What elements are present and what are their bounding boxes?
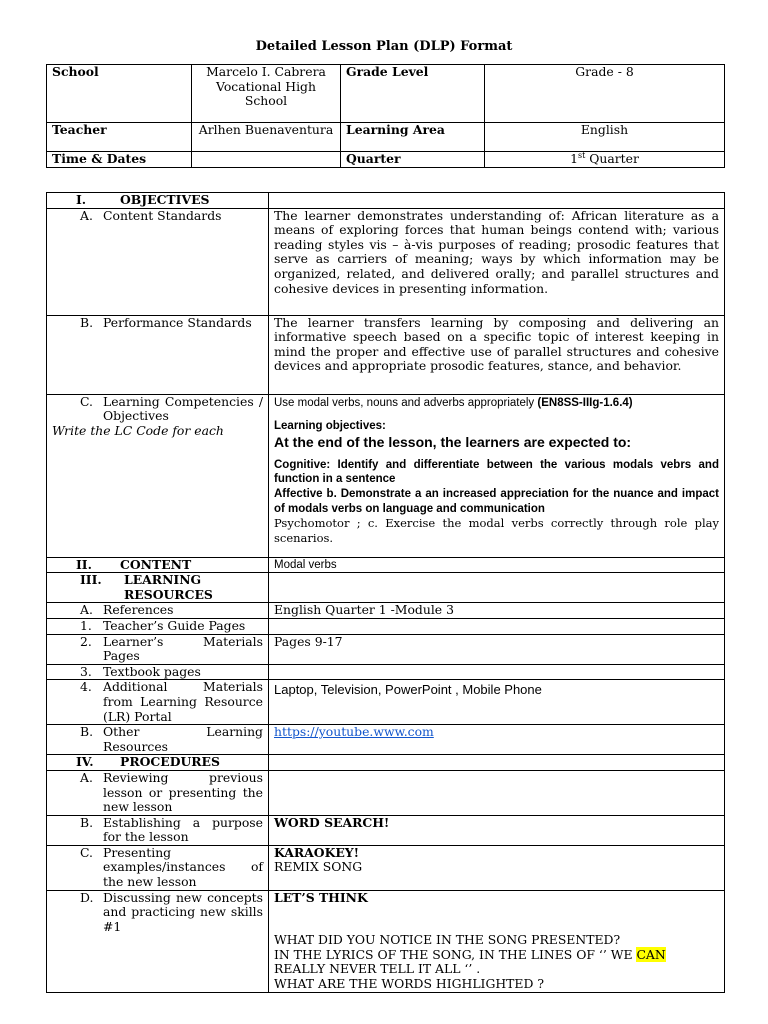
quarter-word: Quarter bbox=[585, 151, 639, 166]
lc-code-note: Write the LC Code for each bbox=[52, 422, 224, 438]
header-table bbox=[46, 64, 725, 168]
learning-objectives-label: Learning objectives: bbox=[274, 420, 386, 433]
performance-standards-label: B. Performance Standards bbox=[47, 315, 269, 394]
learners-materials-value: Pages 9-17 bbox=[269, 634, 725, 664]
teachers-guide-label: 1. Teacher’s Guide Pages bbox=[47, 618, 269, 634]
textbook-pages-row bbox=[47, 664, 725, 680]
quarter-value bbox=[485, 152, 725, 168]
content-standards-text: The learner demonstrates understanding of: African literature as a means of exploring forces that human beings contend with; various reading styles vis – à-vis purposes of reading; prosodic features that serve as carriers of meaning; ways by which information may be organized, related, and delivered orally; and parallel structures and cohesive devices in presenting information. bbox=[269, 208, 725, 315]
textbook-pages-value bbox=[269, 664, 725, 680]
grade-level-value: Grade - 8 bbox=[485, 65, 725, 123]
learning-competencies-label: C. Learning Competencies / Objectives Write the LC Code for each bbox=[47, 394, 269, 557]
reviewing-row bbox=[47, 770, 725, 815]
performance-standards-row bbox=[47, 315, 725, 394]
question-1: WHAT DID YOU NOTICE IN THE SONG PRESENTED? bbox=[274, 932, 621, 948]
references-row bbox=[47, 603, 725, 619]
objectives-intro: At the end of the lesson, the learners are expected to: bbox=[274, 433, 632, 450]
presenting-row bbox=[47, 845, 725, 890]
learning-area-value: English bbox=[485, 123, 725, 152]
time-dates-value bbox=[192, 152, 341, 168]
textbook-pages-label: 3. Textbook pages bbox=[47, 664, 269, 680]
karaokey-heading: KARAOKEY! bbox=[274, 844, 360, 860]
procedures-row bbox=[47, 755, 725, 771]
performance-standards-text: The learner transfers learning by composing and delivering an informative speech based on a specific topic of interest keeping in mind the proper and effective use of parallel structures and cohesive devices and appropriate prosodic features, stance, and behavior. bbox=[269, 315, 725, 394]
document-title: Detailed Lesson Plan (DLP) Format bbox=[255, 39, 513, 54]
school-value: Marcelo I. Cabrera Vocational High School bbox=[192, 65, 341, 123]
grade-level-label: Grade Level bbox=[341, 65, 485, 123]
learners-materials-row bbox=[47, 634, 725, 664]
lets-think-heading: LET’S THINK bbox=[274, 889, 368, 905]
teacher-value: Arlhen Buenaventura bbox=[192, 123, 341, 152]
learning-resources-heading: III. LEARNING RESOURCES bbox=[47, 573, 269, 603]
lc-statement: Use modal verbs, nouns and adverbs appropriately bbox=[274, 396, 535, 409]
cognitive-objective: Cognitive: Identify and differentiate between the various modals vebrs and function in a sentence bbox=[274, 458, 719, 486]
time-row bbox=[47, 152, 725, 168]
highlighted-word: CAN bbox=[636, 946, 666, 962]
objectives-value bbox=[269, 193, 725, 209]
learning-resources-value bbox=[269, 573, 725, 603]
learners-materials-label: 2. Learner’s Materials Pages bbox=[47, 634, 269, 664]
learning-competencies-row bbox=[47, 394, 725, 557]
learning-area-label: Learning Area bbox=[341, 123, 485, 152]
reviewing-label: A. Reviewing previous lesson or presenting the new lesson bbox=[47, 770, 269, 815]
additional-materials-value: Laptop, Television, PowerPoint , Mobile Phone bbox=[269, 680, 725, 725]
discussing-label: D. Discussing new concepts and practicing new skills #1 bbox=[47, 890, 269, 992]
purpose-label: B. Establishing a purpose for the lesson bbox=[47, 815, 269, 845]
quarter-number: 1 bbox=[570, 151, 578, 166]
lc-code: (EN8SS-IIIg-1.6.4) bbox=[537, 396, 633, 409]
youtube-link[interactable]: https://youtube.www.com bbox=[274, 724, 434, 740]
content-standards-row bbox=[47, 208, 725, 315]
psychomotor-objective: Psychomotor ; c. Exercise the modal verbs correctly through role play scenarios. bbox=[274, 516, 719, 545]
content-row bbox=[47, 557, 725, 573]
lesson-plan-table bbox=[46, 192, 725, 993]
teachers-guide-value bbox=[269, 618, 725, 634]
quarter-label: Quarter bbox=[341, 152, 485, 168]
objectives-heading: I. OBJECTIVES bbox=[47, 193, 269, 209]
school-row bbox=[47, 65, 725, 123]
other-resources-row bbox=[47, 725, 725, 755]
presenting-value bbox=[269, 845, 725, 890]
teacher-row bbox=[47, 123, 725, 152]
affective-objective: Affective b. Demonstrate a an increased appreciation for the nuance and impact of modals verbs on language and communication bbox=[274, 487, 719, 515]
purpose-value: WORD SEARCH! bbox=[269, 815, 725, 845]
question-2: IN THE LYRICS OF THE SONG, IN THE LINES OF ‘’ WE CAN REALLY NEVER TELL IT ALL ‘’ . bbox=[274, 946, 666, 977]
time-dates-label: Time & Dates bbox=[47, 152, 192, 168]
learning-resources-row bbox=[47, 573, 725, 603]
teacher-label: Teacher bbox=[47, 123, 192, 152]
additional-materials-row bbox=[47, 680, 725, 725]
objectives-row bbox=[47, 193, 725, 209]
teachers-guide-row bbox=[47, 618, 725, 634]
content-heading: II. CONTENT bbox=[47, 557, 269, 573]
additional-materials-label: 4. Additional Materials from Learning Resource (LR) Portal bbox=[47, 680, 269, 725]
question-3: WHAT ARE THE WORDS HIGHLIGHTED ? bbox=[274, 976, 544, 992]
school-label: School bbox=[47, 65, 192, 123]
learning-competencies-text bbox=[269, 394, 725, 557]
purpose-row bbox=[47, 815, 725, 845]
quarter-suffix: st bbox=[577, 150, 586, 160]
content-value: Modal verbs bbox=[269, 557, 725, 573]
procedures-heading: IV. PROCEDURES bbox=[47, 755, 269, 771]
other-resources-value bbox=[269, 725, 725, 755]
references-value: English Quarter 1 -Module 3 bbox=[269, 603, 725, 619]
presenting-label: C. Presenting examples/instances of the new lesson bbox=[47, 845, 269, 890]
procedures-value bbox=[269, 755, 725, 771]
discussing-row bbox=[47, 890, 725, 992]
references-label: A. References bbox=[47, 603, 269, 619]
reviewing-value bbox=[269, 770, 725, 815]
other-resources-label: B. Other Learning Resources bbox=[47, 725, 269, 755]
content-standards-label: A. Content Standards bbox=[47, 208, 269, 315]
discussing-value bbox=[269, 890, 725, 992]
remix-song-text: REMIX SONG bbox=[274, 859, 363, 875]
